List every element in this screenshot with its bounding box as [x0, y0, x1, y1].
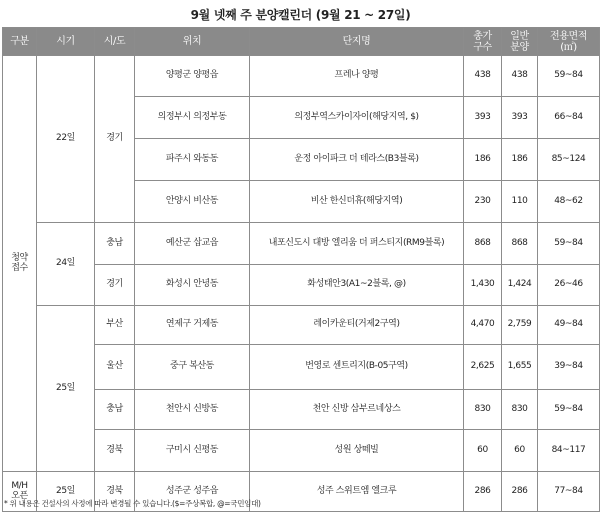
date-cell: 22일	[37, 56, 95, 223]
location-cell: 연제구 거제동	[135, 306, 250, 345]
province-cell: 충남	[95, 223, 135, 265]
area-cell: 48~62	[538, 181, 600, 223]
province-cell: 부산	[95, 306, 135, 345]
general-units-cell: 60	[502, 430, 538, 472]
sales-calendar-table	[2, 27, 600, 512]
table-row	[3, 306, 600, 345]
area-cell: 59~84	[538, 390, 600, 430]
total-units-cell: 286	[464, 472, 502, 512]
complex-cell: 화성태안3(A1~2블록, @)	[250, 265, 464, 306]
area-cell: 26~46	[538, 265, 600, 306]
area-cell: 59~84	[538, 56, 600, 97]
location-cell: 천안시 신방동	[135, 390, 250, 430]
general-units-cell: 868	[502, 223, 538, 265]
location-cell: 양평군 양평읍	[135, 56, 250, 97]
general-units-cell: 186	[502, 139, 538, 181]
area-cell: 84~117	[538, 430, 600, 472]
area-cell: 77~84	[538, 472, 600, 512]
province-cell: 경북	[95, 430, 135, 472]
total-units-cell: 393	[464, 97, 502, 139]
province-cell: 울산	[95, 345, 135, 390]
province-cell: 충남	[95, 390, 135, 430]
complex-cell: 의정부역스카이자이(해당지역, $)	[250, 97, 464, 139]
total-units-cell: 830	[464, 390, 502, 430]
header-category: 구분	[3, 28, 37, 56]
general-units-cell: 438	[502, 56, 538, 97]
area-cell: 59~84	[538, 223, 600, 265]
province-cell: 경북	[95, 472, 135, 512]
complex-cell: 프레나 양평	[250, 56, 464, 97]
general-units-cell: 110	[502, 181, 538, 223]
table-header-row	[3, 28, 600, 56]
location-cell: 파주시 와동동	[135, 139, 250, 181]
header-complex: 단지명	[250, 28, 464, 56]
header-area: 전용면적(㎡)	[538, 28, 600, 56]
category-cell: 청약접수	[3, 56, 37, 472]
location-cell: 화성시 안녕동	[135, 265, 250, 306]
header-province: 시/도	[95, 28, 135, 56]
total-units-cell: 230	[464, 181, 502, 223]
general-units-cell: 286	[502, 472, 538, 512]
area-cell: 85~124	[538, 139, 600, 181]
general-units-cell: 830	[502, 390, 538, 430]
complex-cell: 운정 아이파크 더 테라스(B3블록)	[250, 139, 464, 181]
page-title: 9월 넷째 주 분양캘린더 (9월 21 ~ 27일)	[190, 8, 411, 22]
general-units-cell: 1,424	[502, 265, 538, 306]
header-date: 시기	[37, 28, 95, 56]
table-row	[3, 56, 600, 97]
location-cell: 예산군 삽교읍	[135, 223, 250, 265]
header-total-units: 총가구수	[464, 28, 502, 56]
table-row	[3, 223, 600, 265]
category-cell: M/H오픈	[3, 472, 37, 512]
location-cell: 중구 복산동	[135, 345, 250, 390]
area-cell: 66~84	[538, 97, 600, 139]
total-units-cell: 2,625	[464, 345, 502, 390]
province-cell: 경기	[95, 56, 135, 223]
general-units-cell: 2,759	[502, 306, 538, 345]
general-units-cell: 1,655	[502, 345, 538, 390]
area-cell: 39~84	[538, 345, 600, 390]
complex-cell: 천안 신방 삼부르네상스	[250, 390, 464, 430]
header-general-units: 일반분양	[502, 28, 538, 56]
complex-cell: 비산 한신더휴(해당지역)	[250, 181, 464, 223]
location-cell: 안양시 비산동	[135, 181, 250, 223]
complex-cell: 번영로 센트리지(B-05구역)	[250, 345, 464, 390]
location-cell: 구미시 신평동	[135, 430, 250, 472]
province-cell: 경기	[95, 265, 135, 306]
total-units-cell: 4,470	[464, 306, 502, 345]
total-units-cell: 438	[464, 56, 502, 97]
total-units-cell: 186	[464, 139, 502, 181]
location-cell: 성주군 성주읍	[135, 472, 250, 512]
general-units-cell: 393	[502, 97, 538, 139]
complex-cell: 레이카운티(거제2구역)	[250, 306, 464, 345]
complex-cell: 성원 상떼빌	[250, 430, 464, 472]
total-units-cell: 1,430	[464, 265, 502, 306]
date-cell: 25일	[37, 306, 95, 472]
location-cell: 의정부시 의정부동	[135, 97, 250, 139]
footnote: * 위 내용은 건설사의 사정에 따라 변경될 수 있습니다.($=주상복합, @=국민임대)	[4, 499, 261, 508]
complex-cell: 내포신도시 대방 엘리움 더 퍼스티지(RM9블록)	[250, 223, 464, 265]
date-cell: 24일	[37, 223, 95, 306]
total-units-cell: 868	[464, 223, 502, 265]
date-cell: 25일	[37, 472, 95, 512]
header-location: 위치	[135, 28, 250, 56]
complex-cell: 성주 스위트엠 엘크루	[250, 472, 464, 512]
area-cell: 49~84	[538, 306, 600, 345]
total-units-cell: 60	[464, 430, 502, 472]
